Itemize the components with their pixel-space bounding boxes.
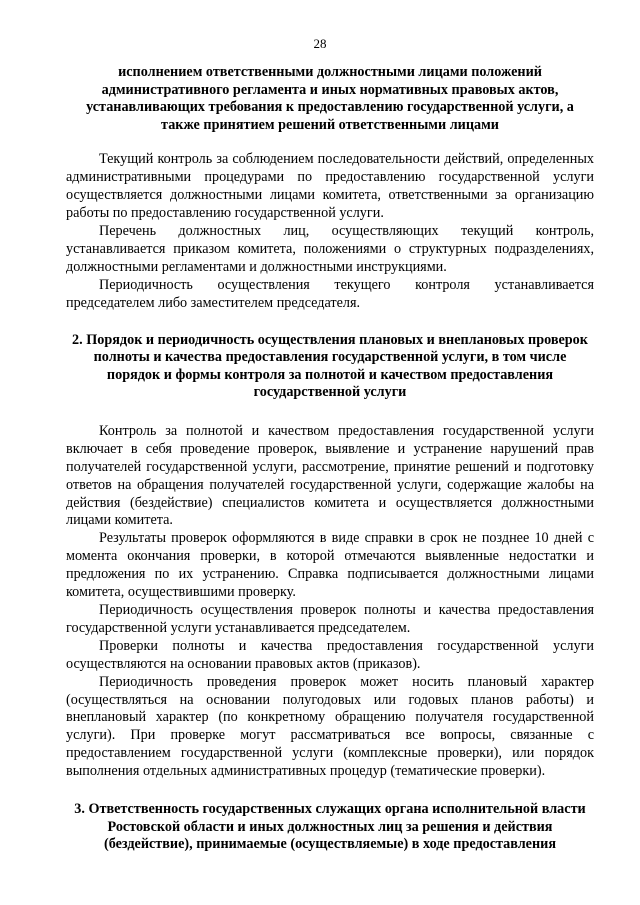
page-number: 28 (313, 36, 327, 51)
paragraph-quality-control: Контроль за полнотой и качеством предоставления государственной услуги включает в себя проведение проверок, выявление и устранение нарушений прав получателей государственной услуги, рассмотрение, принятие решений и подготовку ответов на обращения получателей государственной услуги, содержащие жалобы на действия (бездействие) специалистов комитета и осуществляется должностными лицами комитета. (66, 422, 594, 529)
document-body (66, 64, 594, 854)
paragraph-officials-list: Перечень должностных лиц, осуществляющих текущий контроль, устанавливается приказом комитета, положениями о структурных подразделениях, должностными регламентами и должностными инструкциями. (66, 223, 594, 275)
paragraph-control-frequency: Периодичность осуществления текущего контроля устанавливается председателем либо заместителем председателя. (66, 276, 594, 311)
paragraph-inspection-results: Результаты проверок оформляются в виде справки в срок не позднее 10 дней с момента окончания проверки, в которой отмечаются выявленные недостатки и предложения по их устранению. Справка подписывается должностными лицами комитета, осуществившими проверку. (66, 530, 594, 601)
paragraph-inspection-types: Периодичность проведения проверок может носить плановый характер (осуществляться на основании полугодовых или годовых планов работы) и внеплановый характер (по конкретному обращению получателя государственной услуги). При проверке могут рассматриваться все вопросы, связанные с предоставлением государственной услуги (комплексные проверки), или порядок выполнения отдельных административных процедур (тематические проверки). (66, 673, 594, 780)
paragraph-inspection-frequency: Периодичность осуществления проверок полноты и качества предоставления государственной услуги устанавливается председателем. (66, 601, 594, 636)
section-3-heading: 3. Ответственность государственных служащих органа исполнительной власти Ростовской области и иных должностных лиц за решения и действия (бездействие), принимаемые (осуществляемые) в ходе предоставления (74, 801, 586, 853)
section-heading-continued: исполнением ответственными должностными лицами положений административного регламента и иных нормативных правовых актов, устанавливающих требования к предоставлению государственной услуги, а также принятием решений ответственными лицами (86, 64, 574, 133)
paragraph-current-control: Текущий контроль за соблюдением последовательности действий, определенных административными процедурами по предоставлению государственной услуги осуществляется должностными лицами комитета, ответственными за организацию работы по предоставлению государственной услуги. (66, 151, 594, 222)
section-2-heading: 2. Порядок и периодичность осуществления плановых и внеплановых проверок полноты и качества предоставления государственной услуги, в том числе порядок и формы контроля за полнотой и качеством предоставления государственной услуги (72, 331, 588, 401)
paragraph-inspection-basis: Проверки полноты и качества предоставления государственной услуги осуществляются на основании правовых актов (приказов). (66, 637, 594, 672)
